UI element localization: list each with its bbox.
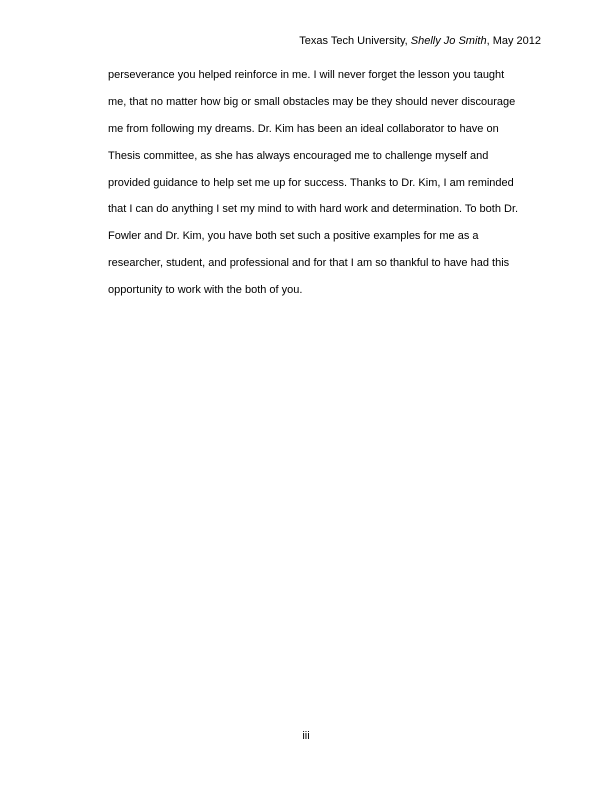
paragraph-line: opportunity to work with the both of you. [108,284,303,297]
paragraph-line: me from following my dreams. Dr. Kim has been an ideal collaborator to have on [108,122,499,135]
acknowledgments-paragraph [108,62,544,304]
paragraph-line: me, that no matter how big or small obstacles may be they should never discourage [108,95,516,108]
paragraph-line: Fowler and Dr. Kim, you have both set such a positive examples for me as a [108,230,479,243]
paragraph-line: Thesis committee, as she has always encouraged me to challenge myself and [108,149,489,162]
paragraph-line: researcher, student, and professional and for that I am so thankful to have had this [108,257,510,270]
page-number: iii [302,730,310,742]
header-date: , May 2012 [486,35,541,47]
paragraph-line: perseverance you helped reinforce in me. I will never forget the lesson you taught [108,69,505,81]
header-institution: Texas Tech University, [299,35,411,47]
paragraph-line: that I can do anything I set my mind to with hard work and determination. To both Dr. [108,203,519,216]
paragraph-line: provided guidance to help set me up for success. Thanks to Dr. Kim, I am reminded [108,176,514,189]
running-header [299,35,541,48]
header-author: Shelly Jo Smith [410,35,487,47]
